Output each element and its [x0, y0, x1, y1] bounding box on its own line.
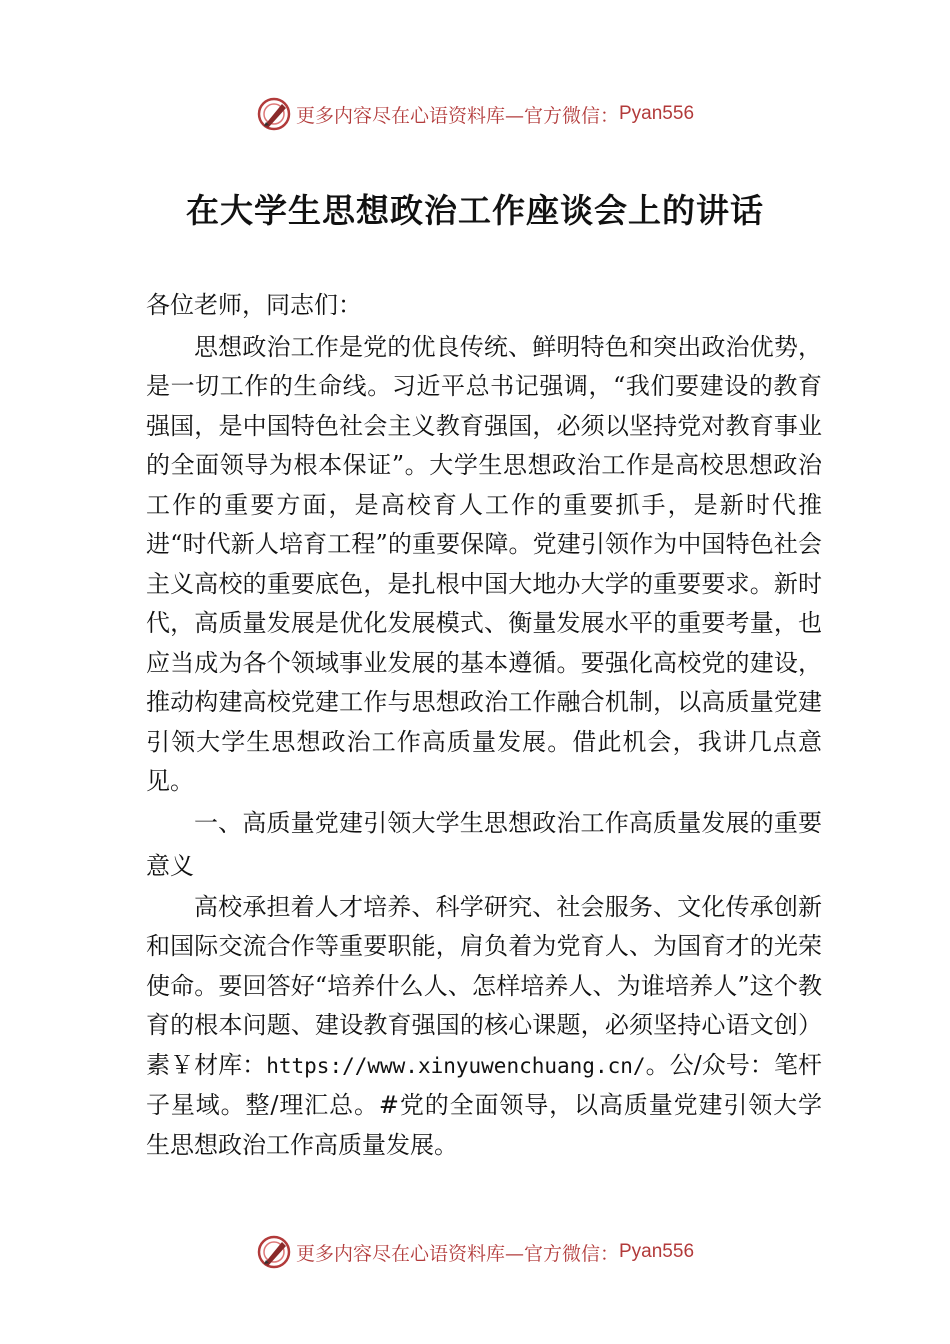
paragraph-intro: 思想政治工作是党的优良传统、鲜明特色和突出政治优势，是一切工作的生命线。习近平总书记强调，“我们要建设的教育强国，是中国特色社会主义教育强国，必须以坚持党对教育事业的全面领导为根本保证”。大学生思想政治工作是高校思想政治工作的重要方面，是高校育人工作的重要抓手，是新时代推进“时代新人培育工程”的重要保障。党建引领作为中国特色社会主义高校的重要底色，是扎根中国大地办大学的重要要求。新时代，高质量发展是优化发展模式、衡量发展水平的重要考量，也应当成为各个领域事业发展的基本遵循。要强化高校党的建设，推动构建高校党建工作与思想政治工作融合机制，以高质量党建引领大学生思想政治工作高质量发展。借此机会，我讲几点意见。: [146, 332, 822, 795]
website-url: https://www.xinyuwenchuang.cn/: [266, 1053, 646, 1078]
section-heading: 一、高质量党建引领大学生思想政治工作高质量发展的重要意义: [146, 808, 822, 880]
pen-logo-icon: [256, 96, 292, 132]
pen-logo-icon: [256, 1234, 292, 1270]
paragraph-section-1: [146, 888, 822, 1166]
document-body: [146, 286, 822, 1165]
footer-banner: [0, 1232, 950, 1272]
banner-text: 更多内容尽在心语资料库—官方微信：: [295, 1242, 619, 1265]
greeting: 各位老师，同志们：: [146, 291, 362, 319]
banner-handle: Pyan556: [619, 103, 695, 124]
banner-handle: Pyan556: [619, 1241, 695, 1262]
document-title: 在大学生思想政治工作座谈会上的讲话: [186, 191, 764, 230]
paragraph-text-tail: 。公/众号：笔杆子星域。整/理汇总。#党的全面领导，以高质量党建引领大学生思想政治工作高质量发展。: [146, 1050, 822, 1159]
paragraph-text: 高校承担着人才培养、科学研究、社会服务、文化传承创新和国际交流合作等重要职能，肩负着为党育人、为国育才的光荣使命。要回答好“培养什么人、怎样培养人、为谁培养人”这个教育的根本问题、建设教育强国的核心课题，必须坚持心语文创）素￥材库：: [146, 892, 822, 1079]
header-banner: [0, 94, 950, 134]
banner-text: 更多内容尽在心语资料库—官方微信：: [295, 104, 619, 127]
